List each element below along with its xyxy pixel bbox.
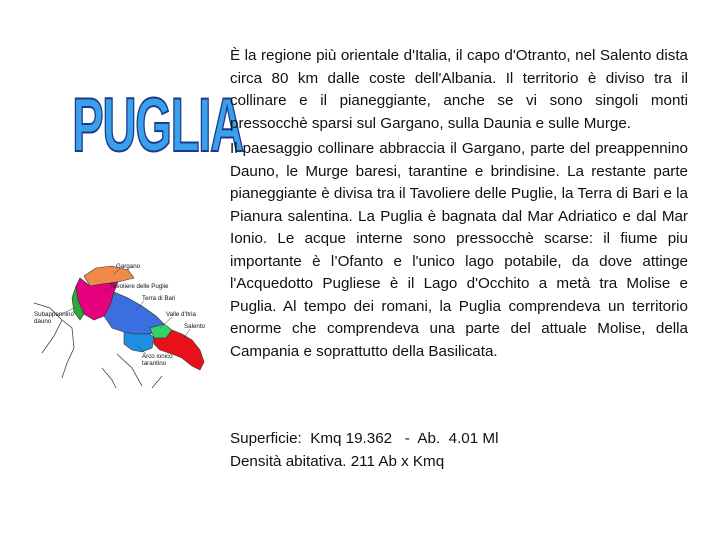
- label-tavoliere: Tavoliere delle Puglie: [110, 283, 169, 290]
- label-gargano: Gargano: [116, 263, 141, 270]
- page-title: PUGLIA: [72, 83, 243, 168]
- fact-superficie: Superficie: Kmq 19.362 - Ab. 4.01 Ml: [230, 430, 499, 447]
- label-dauno: dauno: [34, 318, 52, 325]
- label-arco-1: Arco ionico: [142, 353, 173, 360]
- label-subappennino: Subappennino: [34, 311, 74, 318]
- paragraph-intro: È la regione più orientale d'Italia, il capo d'Otranto, nel Salento dista circa 80 km dalle coste dell'Albania. Il territorio è diviso tra il collinare e il pianeggiante, anche se vi sono singoli monti pressocchè sparsi sul Gargano, sulla Daunia e sulle Murge.: [230, 47, 688, 132]
- label-terra-bari: Terra di Bari: [142, 295, 176, 302]
- label-salento: Salento: [184, 323, 205, 330]
- label-valle-itria: Valle d'Itria: [166, 311, 196, 318]
- puglia-regions-map: [32, 258, 222, 388]
- paragraph-landscape: Il paesaggio collinare abbraccia il Gargano, parte del preappennino Dauno, le Murge baresi, tarantine e brindisine. La restante parte pianeggiante è divisa tra il Tavoliere delle Puglie, la Terra di Bari e la Pianura salentina. La Puglia è bagnata dal Mar Adriatico e dal Mar Ionio. Le acque interne sono pressocchè scarse: il fiume piu importante è l’Ofanto e l'unico lago potabile, da dove attinge l'Acquedotto Pugliese è il Lago d'Occhito a metà tra Molise e Puglia. Al tempo dei romani, la Puglia comprendeva un territorio enorme che comprendeva una parte del attuale Molise, della Campania e soprattutto della Basilicata.: [230, 140, 688, 360]
- fact-densita: Densità abitativa. 211 Ab x Kmq: [230, 452, 445, 470]
- region-arco-ionico: [124, 332, 154, 352]
- facts-block: [230, 428, 688, 473]
- label-arco-2: tarantino: [142, 360, 167, 367]
- description-text: [230, 45, 688, 366]
